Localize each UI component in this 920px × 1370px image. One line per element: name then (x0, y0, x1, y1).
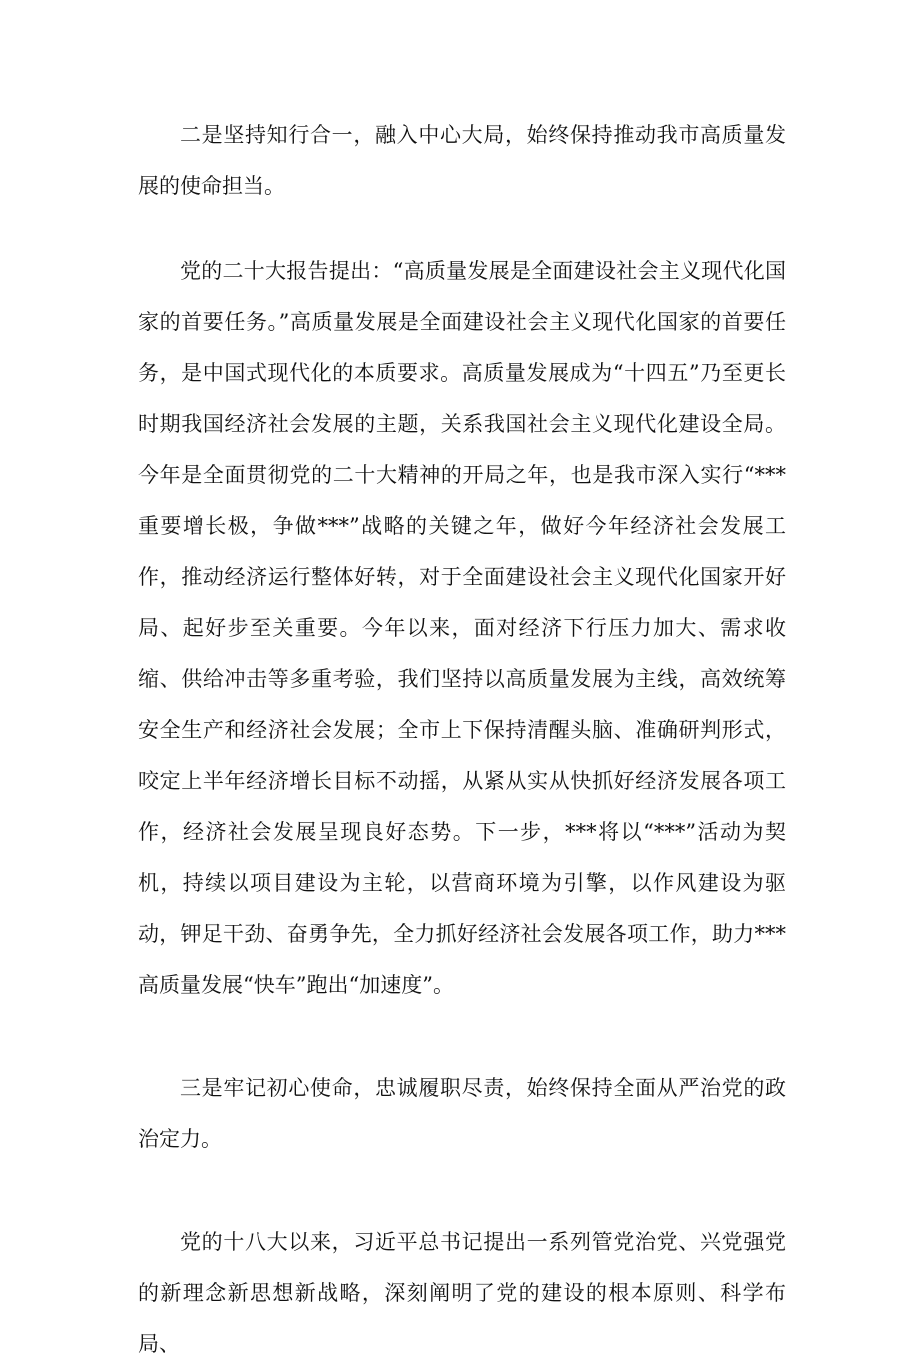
paragraph-gap (138, 1011, 786, 1063)
document-body (138, 110, 786, 1370)
paragraph-gap (138, 1165, 786, 1217)
body-paragraph-party-building: 党的十八大以来，习近平总书记提出一系列管党治党、兴党强党的新理念新思想新战略，深刻阐明了党的建设的根本原则、科学布局、 (138, 1230, 786, 1356)
body-paragraph-development: 党的二十大报告提出：“高质量发展是全面建设社会主义现代化国家的首要任务。”高质量发展是全面建设社会主义现代化国家的首要任务，是中国式现代化的本质要求。高质量发展成为“十四五”乃至更长时期我国经济社会发展的主题，关系我国社会主义现代化建设全局。今年是全面贯彻党的二十大精神的开局之年，也是我市深入实行“***重要增长极，争做***”战略的关键之年，做好今年经济社会发展工作，推动经济运行整体好转，对于全面建设社会主义现代化国家开好局、起好步至关重要。今年以来，面对经济下行压力加大、需求收缩、供给冲击等多重考验，我们坚持以高质量发展为主线，高效统筹安全生产和经济社会发展；全市上下保持清醒头脑、准确研判形式，咬定上半年经济增长目标不动摇，从紧从实从快抓好经济发展各项工作，经济社会发展呈现良好态势。下一步，***将以“***”活动为契机，持续以项目建设为主轮，以营商环境为引擎，以作风建设为驱动，钾足干劲、奋勇争先，全力抓好经济社会发展各项工作，助力***高质量发展“快车”跑出“加速度”。 (138, 259, 786, 997)
paragraph-gap (138, 212, 786, 246)
heading-point-two: 二是坚持知行合一，融入中心大局，始终保持推动我市高质量发展的使命担当。 (138, 123, 786, 198)
heading-point-three: 三是牢记初心使命，忠诚履职尽责，始终保持全面从严治党的政治定力。 (138, 1076, 786, 1151)
